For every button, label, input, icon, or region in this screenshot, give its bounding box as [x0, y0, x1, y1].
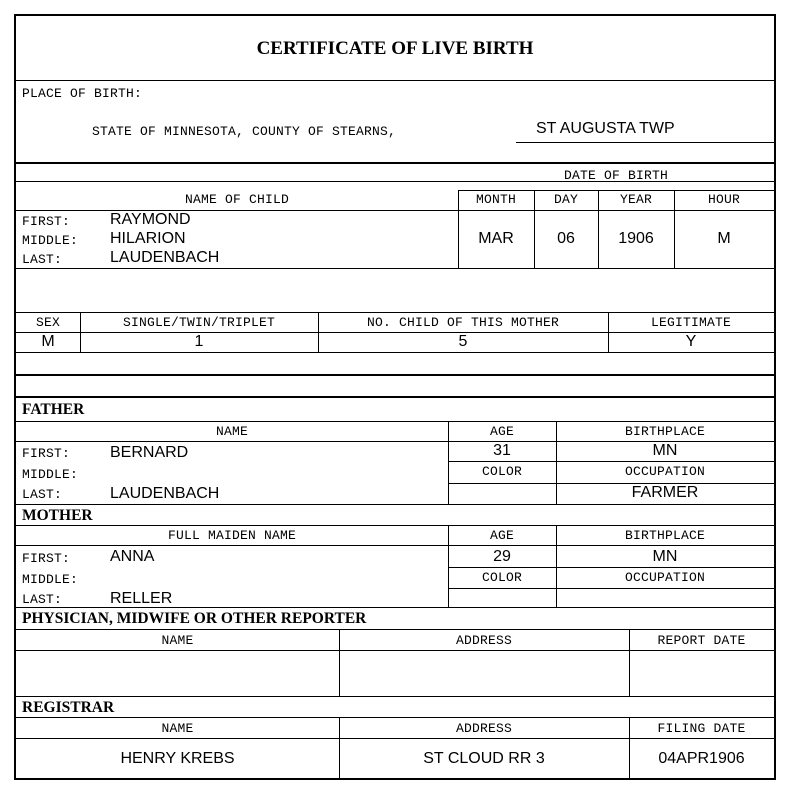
sex-value: M — [41, 333, 55, 350]
legitimate-value: Y — [685, 333, 697, 350]
mother-section-title: MOTHER — [22, 507, 93, 524]
mother-color-header: COLOR — [481, 570, 522, 585]
child-first-label: FIRST: — [22, 214, 71, 229]
father-color-header: COLOR — [481, 464, 522, 479]
divider — [16, 650, 774, 651]
mother-age-header: AGE — [489, 528, 514, 543]
father-age-header: AGE — [489, 424, 514, 439]
filing-date-header: FILING DATE — [657, 721, 746, 736]
plurality-header: SINGLE/TWIN/TRIPLET — [122, 315, 276, 330]
name-of-child-header: NAME OF CHILD — [184, 192, 290, 207]
divider — [16, 696, 774, 697]
divider — [16, 738, 774, 739]
registrar-section-title: REGISTRAR — [22, 699, 115, 716]
hour-header: HOUR — [707, 192, 740, 207]
father-occupation: FARMER — [631, 484, 699, 501]
father-age: 31 — [493, 442, 511, 459]
child-last-label: LAST: — [22, 252, 63, 267]
divider — [16, 312, 774, 313]
divider — [16, 352, 774, 353]
divider — [16, 421, 774, 422]
place-of-birth-label: PLACE OF BIRTH: — [22, 86, 143, 101]
father-section-title: FATHER — [22, 401, 85, 418]
father-occupation-header: OCCUPATION — [624, 464, 705, 479]
registrar-name: HENRY KREBS — [120, 750, 235, 767]
divider — [448, 567, 774, 568]
father-first-label: FIRST: — [22, 446, 71, 461]
divider — [16, 80, 774, 81]
state-county-text: STATE OF MINNESOTA, COUNTY OF STEARNS, — [92, 124, 397, 139]
day-header: DAY — [553, 192, 578, 207]
plurality-value: 1 — [194, 333, 204, 350]
mother-birthplace-header: BIRTHPLACE — [624, 528, 705, 543]
mother-last-name: RELLER — [110, 590, 173, 607]
mother-first-name: ANNA — [110, 548, 155, 565]
divider — [448, 461, 774, 462]
date-of-birth-header: DATE OF BIRTH — [563, 168, 669, 183]
father-birthplace-header: BIRTHPLACE — [624, 424, 705, 439]
birth-certificate — [14, 14, 776, 780]
month-header: MONTH — [475, 192, 516, 207]
birth-month: MAR — [478, 230, 514, 247]
divider — [16, 629, 774, 630]
township-value: ST AUGUSTA TWP — [536, 120, 675, 137]
divider — [16, 162, 774, 164]
birth-day: 06 — [557, 230, 575, 247]
registrar-name-header: NAME — [161, 721, 194, 736]
father-middle-label: MIDDLE: — [22, 467, 79, 482]
birth-hour: M — [717, 230, 731, 247]
mother-last-label: LAST: — [22, 592, 63, 607]
mother-middle-label: MIDDLE: — [22, 572, 79, 587]
divider — [16, 525, 774, 526]
reporter-section-title: PHYSICIAN, MIDWIFE OR OTHER REPORTER — [22, 610, 367, 627]
child-first-name: RAYMOND — [110, 211, 191, 228]
township-underline — [516, 142, 774, 143]
father-name-header: NAME — [215, 424, 248, 439]
filing-date: 04APR1906 — [658, 750, 745, 767]
mother-name-header: FULL MAIDEN NAME — [167, 528, 297, 543]
child-number-header: NO. CHILD OF THIS MOTHER — [366, 315, 560, 330]
father-last-name: LAUDENBACH — [110, 485, 220, 502]
year-header: YEAR — [619, 192, 652, 207]
birth-year: 1906 — [618, 230, 654, 247]
divider — [16, 396, 774, 398]
divider — [16, 717, 774, 718]
father-last-label: LAST: — [22, 487, 63, 502]
reporter-name-header: NAME — [161, 633, 194, 648]
child-middle-name: HILARION — [110, 230, 186, 247]
father-birthplace: MN — [652, 442, 678, 459]
divider — [16, 504, 774, 505]
mother-occupation-header: OCCUPATION — [624, 570, 705, 585]
mother-first-label: FIRST: — [22, 551, 71, 566]
report-date-header: REPORT DATE — [657, 633, 746, 648]
child-last-name: LAUDENBACH — [110, 249, 220, 266]
child-number-value: 5 — [458, 333, 468, 350]
mother-birthplace: MN — [652, 548, 678, 565]
father-first-name: BERNARD — [110, 444, 189, 461]
registrar-address: ST CLOUD RR 3 — [423, 750, 545, 767]
divider — [16, 268, 774, 269]
divider — [16, 545, 774, 546]
mother-age: 29 — [493, 548, 511, 565]
reporter-address-header: ADDRESS — [455, 633, 512, 648]
child-middle-label: MIDDLE: — [22, 233, 79, 248]
divider — [458, 190, 774, 191]
certificate-title: CERTIFICATE OF LIVE BIRTH — [256, 38, 534, 59]
sex-header: SEX — [35, 315, 60, 330]
divider — [16, 374, 774, 376]
registrar-address-header: ADDRESS — [455, 721, 512, 736]
divider — [448, 588, 774, 589]
legitimate-header: LEGITIMATE — [650, 315, 731, 330]
